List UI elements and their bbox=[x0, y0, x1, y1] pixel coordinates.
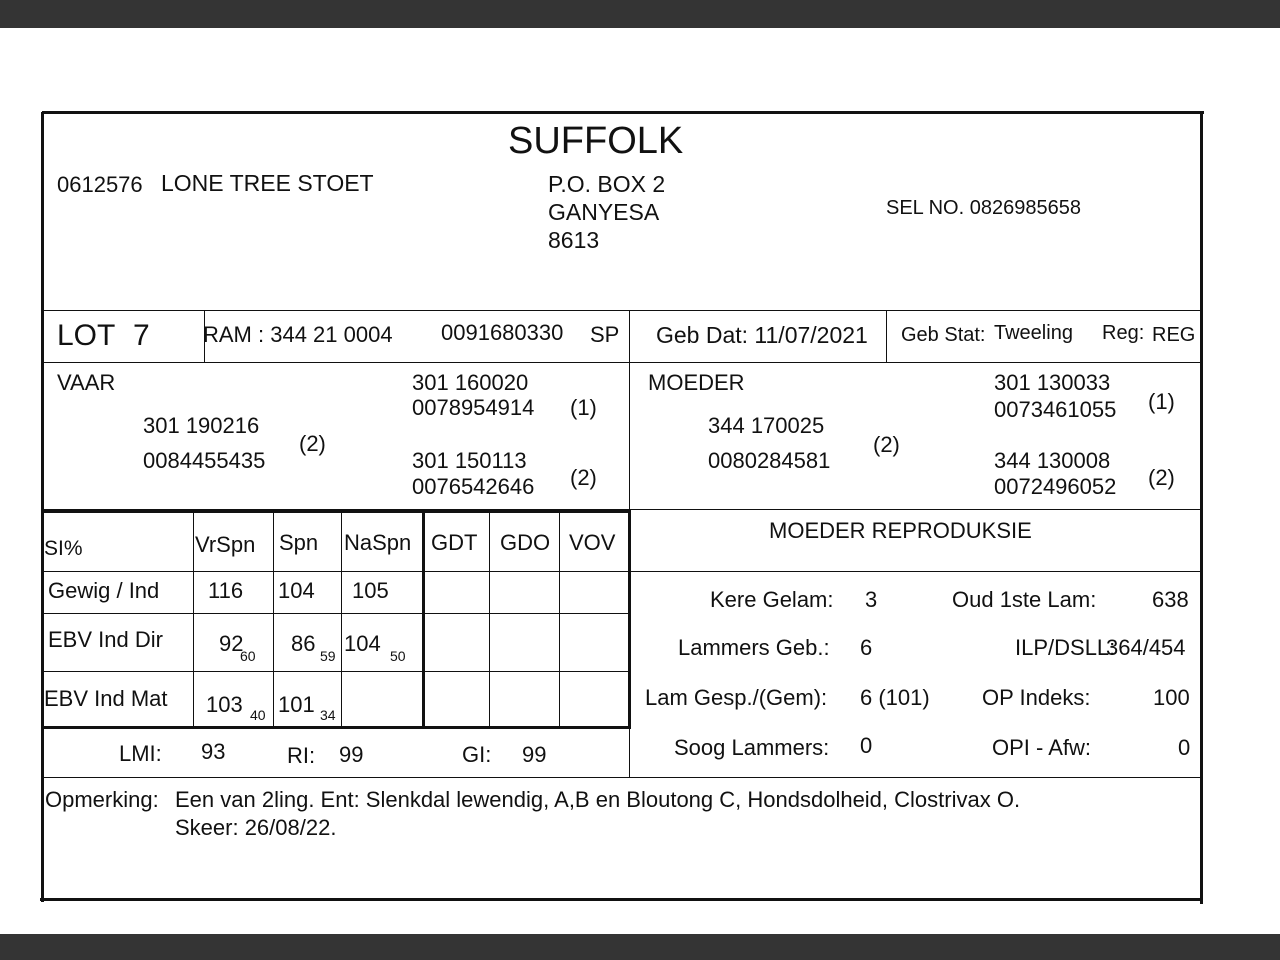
sel-no: SEL NO. 0826985658 bbox=[886, 197, 1081, 219]
divider-header bbox=[44, 310, 1202, 311]
si-table-header-line bbox=[44, 571, 630, 572]
birth-date: Geb Dat: 11/07/2021 bbox=[656, 322, 868, 348]
divider-repro-title bbox=[630, 571, 1202, 572]
ebv-mat-vrspn: 103 bbox=[206, 692, 243, 717]
kere-gelam-label: Kere Gelam: bbox=[710, 587, 834, 612]
sire-sire-note: (1) bbox=[570, 395, 597, 420]
gewig-spn: 104 bbox=[278, 578, 315, 603]
dam-label: MOEDER bbox=[648, 370, 745, 395]
op-indeks-label: OP Indeks: bbox=[982, 685, 1091, 710]
top-bar bbox=[0, 0, 1280, 28]
remarks-line-2: Skeer: 26/08/22. bbox=[175, 815, 337, 840]
soog-lammers-label: Soog Lammers: bbox=[674, 735, 830, 760]
dam-dam-note: (2) bbox=[1148, 465, 1175, 490]
kere-gelam-value: 3 bbox=[865, 587, 878, 612]
si-table-bottom bbox=[43, 726, 631, 729]
frame-right bbox=[1200, 112, 1203, 904]
remarks-line-1: Een van 2ling. Ent: Slenkdal lewendig, A,B en Bloutong C, Hondsdolheid, Clostrivax O. bbox=[175, 787, 1021, 812]
birth-status-value: Tweeling bbox=[994, 322, 1073, 344]
sire-dam-note: (2) bbox=[570, 465, 597, 490]
sire-note: (2) bbox=[299, 431, 326, 456]
si-col-line-5 bbox=[489, 511, 490, 727]
oud-1ste-lam-label: Oud 1ste Lam: bbox=[952, 587, 1097, 612]
ri-value: 99 bbox=[339, 742, 364, 767]
dam-dam-line-2: 0072496052 bbox=[994, 474, 1117, 499]
ebv-mat-spn: 101 bbox=[278, 692, 315, 717]
divider-lot bbox=[44, 362, 1202, 363]
ilp-dsll-value: 364/454 bbox=[1106, 635, 1186, 660]
dam-note: (2) bbox=[873, 432, 900, 457]
lammers-geb-label: Lammers Geb.: bbox=[678, 635, 830, 660]
dam-dam-line-1: 344 130008 bbox=[994, 448, 1111, 473]
center-divider-top bbox=[629, 311, 630, 509]
ram-number: RAM : 344 21 0004 bbox=[203, 322, 393, 347]
lot-divider-3 bbox=[886, 311, 887, 362]
si-table-row1-line bbox=[44, 613, 630, 614]
lot-label: LOT bbox=[57, 319, 116, 352]
oud-1ste-lam-value: 638 bbox=[1152, 587, 1189, 612]
ebv-dir-spn-accuracy: 59 bbox=[320, 648, 336, 664]
ebv-dir-vrspn: 92 bbox=[219, 631, 244, 656]
ri-label: RI: bbox=[287, 743, 316, 768]
si-table-top bbox=[43, 510, 631, 513]
lammers-geb-value: 6 bbox=[860, 635, 873, 660]
ebv-mat-vrspn-accuracy: 40 bbox=[250, 707, 266, 723]
sire-line-2: 0084455435 bbox=[143, 448, 266, 473]
address-line-3: 8613 bbox=[548, 227, 600, 253]
si-table-mid-thick bbox=[422, 511, 425, 727]
lam-gesp-value: 6 (101) bbox=[860, 685, 930, 710]
row-label-ebv-mat: EBV Ind Mat bbox=[44, 686, 168, 711]
address-line-1: P.O. BOX 2 bbox=[548, 171, 666, 197]
breed-title: SUFFOLK bbox=[508, 120, 684, 162]
lmi-value: 93 bbox=[201, 739, 226, 764]
opi-afw-label: OPI - Afw: bbox=[992, 735, 1092, 760]
opi-afw-value: 0 bbox=[1178, 735, 1191, 760]
ebv-mat-spn-accuracy: 34 bbox=[320, 707, 336, 723]
sire-sire-line-2: 0078954914 bbox=[412, 395, 535, 420]
remarks-label: Opmerking: bbox=[45, 787, 159, 812]
gi-label: GI: bbox=[462, 742, 492, 767]
si-col-line-6 bbox=[559, 511, 560, 727]
op-indeks-value: 100 bbox=[1153, 685, 1190, 710]
frame-left bbox=[41, 112, 44, 902]
ram-id: 0091680330 bbox=[441, 320, 564, 345]
dam-sire-line-1: 301 130033 bbox=[994, 370, 1111, 395]
lot-number: 7 bbox=[133, 319, 150, 352]
divider-remarks bbox=[44, 777, 1202, 778]
birth-status-label: Geb Stat: bbox=[901, 324, 986, 346]
sire-label: VAAR bbox=[57, 370, 116, 395]
si-col-line-3 bbox=[341, 511, 342, 727]
frame-top bbox=[42, 111, 1204, 114]
breeder-name: LONE TREE STOET bbox=[161, 170, 374, 196]
dam-line-2: 0080284581 bbox=[708, 448, 831, 473]
dam-sire-note: (1) bbox=[1148, 389, 1175, 414]
gewig-vrspn: 116 bbox=[208, 578, 244, 603]
si-col-line-1 bbox=[193, 511, 194, 727]
gewig-naspn: 105 bbox=[352, 578, 389, 603]
frame-bottom bbox=[40, 898, 1202, 901]
sire-line-1: 301 190216 bbox=[143, 413, 260, 438]
ebv-dir-vrspn-accuracy: 60 bbox=[240, 648, 256, 664]
ebv-dir-naspn-accuracy: 50 bbox=[390, 648, 406, 664]
gi-value: 99 bbox=[522, 742, 547, 767]
repro-title: MOEDER REPRODUKSIE bbox=[769, 518, 1032, 543]
col-header-gdo: GDO bbox=[500, 530, 551, 555]
si-corner-label: SI% bbox=[44, 537, 83, 560]
col-header-naspn: NaSpn bbox=[344, 530, 412, 555]
lam-gesp-label: Lam Gesp./(Gem): bbox=[645, 685, 828, 710]
address-line-2: GANYESA bbox=[548, 199, 660, 225]
col-header-spn: Spn bbox=[279, 530, 319, 555]
bottom-bar bbox=[0, 934, 1280, 960]
reg-label: Reg: bbox=[1102, 322, 1145, 344]
dam-sire-line-2: 0073461055 bbox=[994, 397, 1117, 422]
col-header-vrspn: VrSpn bbox=[195, 532, 256, 557]
si-table-row2-line bbox=[44, 671, 630, 672]
ebv-dir-naspn: 104 bbox=[344, 631, 381, 656]
sire-dam-line-2: 0076542646 bbox=[412, 474, 535, 499]
row-label-ebv-dir: EBV Ind Dir bbox=[48, 627, 163, 652]
col-header-vov: VOV bbox=[569, 530, 616, 555]
ebv-dir-spn: 86 bbox=[291, 631, 316, 656]
si-col-line-2 bbox=[273, 511, 274, 727]
sp-code: SP bbox=[590, 322, 620, 347]
col-header-gdt: GDT bbox=[431, 530, 478, 555]
sire-sire-line-1: 301 160020 bbox=[412, 370, 529, 395]
si-table-right bbox=[628, 511, 631, 727]
lmi-label: LMI: bbox=[119, 741, 162, 766]
row-label-gewig: Gewig / Ind bbox=[48, 578, 160, 603]
soog-lammers-value: 0 bbox=[860, 733, 873, 758]
ilp-dsll-label: ILP/DSLL: bbox=[1015, 635, 1116, 660]
dam-line-1: 344 170025 bbox=[708, 413, 825, 438]
breeder-number: 0612576 bbox=[57, 172, 143, 197]
sire-dam-line-1: 301 150113 bbox=[412, 448, 527, 473]
reg-value: REG bbox=[1152, 324, 1196, 346]
